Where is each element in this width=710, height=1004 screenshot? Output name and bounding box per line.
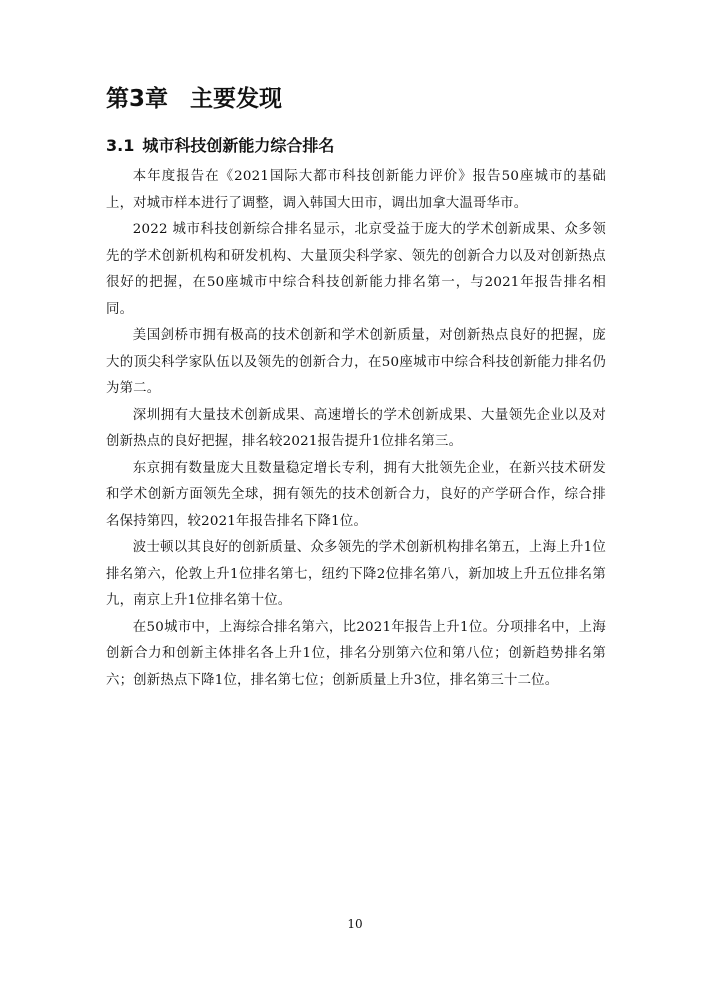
page-number: 10 [347, 917, 363, 931]
chapter-heading [106, 82, 606, 116]
chapter-title: 主要发现 [190, 86, 283, 112]
paragraph-cambridge: 美国剑桥市拥有极高的技术创新和学术创新质量，对创新热点良好的把握，庞大的顶尖科学家队伍以及领先的创新合力，在50座城市中综合科技创新能力排名仍为第二。 [106, 328, 606, 396]
paragraph-intro: 本年度报告在《2021国际大都市科技创新能力评价》报告50座城市的基础上，对城市样本进行了调整，调入韩国大田市，调出加拿大温哥华市。 [106, 169, 606, 211]
paragraph-shenzhen: 深圳拥有大量技术创新成果、高速增长的学术创新成果、大量领先企业以及对创新热点的良好把握，排名较2021报告提升1位排名第三。 [106, 407, 606, 449]
section-heading [106, 134, 606, 158]
paragraph-beijing: 2022 城市科技创新综合排名显示，北京受益于庞大的学术创新成果、众多领先的学术创新机构和研发机构、大量顶尖科学家、领先的创新合力以及对创新热点很好的把握，在50座城市中综合科技创新能力排名第一，与2021年报告排名相同。 [106, 222, 606, 317]
section-number: 3.1 [106, 136, 135, 155]
paragraph-tokyo: 东京拥有数量庞大且数量稳定增长专利，拥有大批领先企业，在新兴技术研发和学术创新方面领先全球，拥有领先的技术创新合力，良好的产学研合作，综合排名保持第四，较2021年报告排名下降1位。 [106, 460, 606, 529]
page-content [106, 82, 606, 694]
paragraph-ranking-5-10: 波士顿以其良好的创新质量、众多领先的学术创新机构排名第五，上海上升1位排名第六，伦敦上升1位排名第七，纽约下降2位排名第八，新加坡上升五位排名第九，南京上升1位排名第十位。 [106, 540, 606, 608]
chapter-number: 第3章 [106, 86, 169, 112]
paragraph-shanghai: 在50城市中，上海综合排名第六，比2021年报告上升1位。分项排名中，上海创新合力和创新主体排名各上升1位，排名分别第六位和第八位；创新趋势排名第六；创新热点下降1位，排名第七位；创新质量上升3位，排名第三十二位。 [106, 619, 606, 688]
section-title: 城市科技创新能力综合排名 [142, 136, 335, 155]
body-text [106, 164, 606, 694]
